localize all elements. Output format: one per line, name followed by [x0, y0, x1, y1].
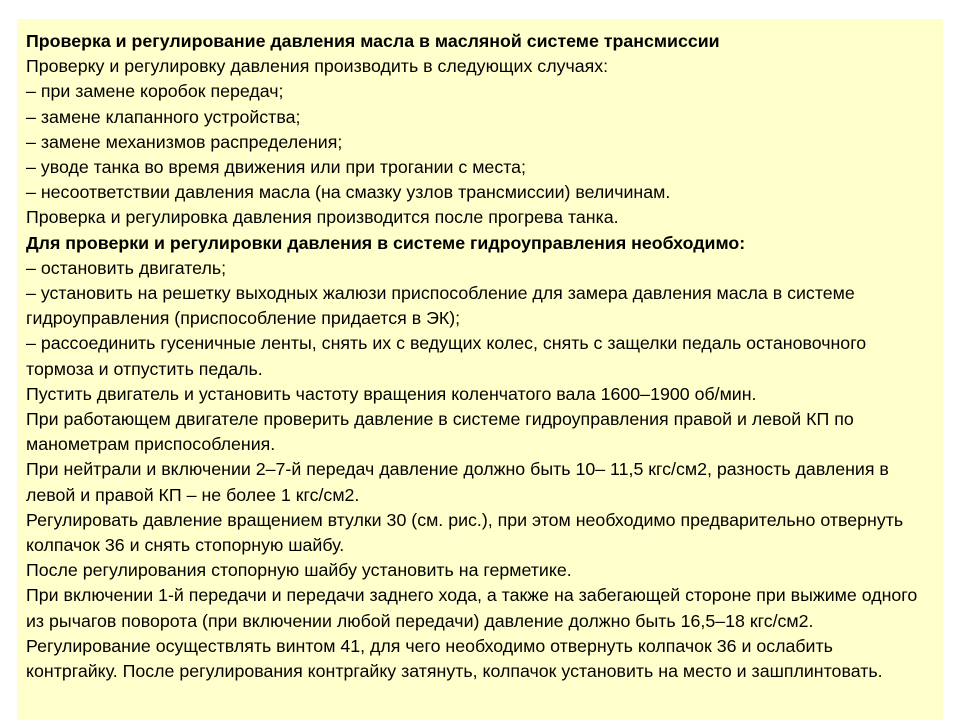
- case-item: – уводе танка во время движения или при трогании с места;: [26, 157, 526, 178]
- case-item: – несоответствии давления масла (на смазку узлов трансмиссии) величинам.: [26, 182, 671, 203]
- subsection-heading: Для проверки и регулировки давления в системе гидроуправления необходимо:: [26, 232, 746, 253]
- section-heading: Проверка и регулирование давления масла в масляной системе трансмиссии: [26, 31, 720, 51]
- body-paragraph: Регулировать давление вращением втулки 30 (см. рис.), при этом необходимо предварительно отвернуть колпачок 36 и снять стопорную шайбу.: [26, 509, 904, 556]
- document-body: [26, 29, 929, 684]
- body-paragraph: При включении 1-й передачи и передачи заднего хода, а также на забегающей стороне при выжиме одного из рычагов поворота (при включении любой передачи) давление должно быть 16,5–18 кгс/см2. Регулирование осуществлять винтом 41, для чего необходимо отвернуть колпачок 36 и ослабить контргайку. После регулирования контргайку затянуть, колпачок установить на место и зашплинтовать.: [26, 585, 918, 682]
- body-paragraph: Пустить двигатель и установить частоту вращения коленчатого вала 1600–1900 об/мин.: [26, 383, 757, 404]
- case-item: – замене механизмов распределения;: [26, 131, 343, 152]
- intro-paragraph: Проверку и регулировку давления производить в следующих случаях:: [26, 56, 609, 77]
- step-item: – установить на решетку выходных жалюзи приспособление для замера давления масла в системе гидроуправления (приспособление придается в ЭК);: [26, 283, 855, 329]
- slide: [17, 19, 943, 720]
- case-item: – замене клапанного устройства;: [26, 106, 301, 127]
- warmup-paragraph: Проверка и регулировка давления производится после прогрева танка.: [26, 207, 619, 228]
- body-paragraph: При работающем двигателе проверить давление в системе гидроуправления правой и левой КП по манометрам приспособления.: [26, 409, 854, 455]
- case-item: – при замене коробок передач;: [26, 81, 284, 102]
- body-paragraph: При нейтрали и включении 2–7-й передач давление должно быть 10– 11,5 кгс/см2, разность давления в левой и правой КП – не более 1 кгс/см2.: [26, 459, 889, 505]
- step-item: – рассоединить гусеничные ленты, снять их с ведущих колес, снять с защелки педаль остановочного тормоза и отпустить педаль.: [26, 333, 867, 379]
- body-paragraph: После регулирования стопорную шайбу установить на герметике.: [26, 560, 572, 581]
- step-item: – остановить двигатель;: [26, 257, 227, 278]
